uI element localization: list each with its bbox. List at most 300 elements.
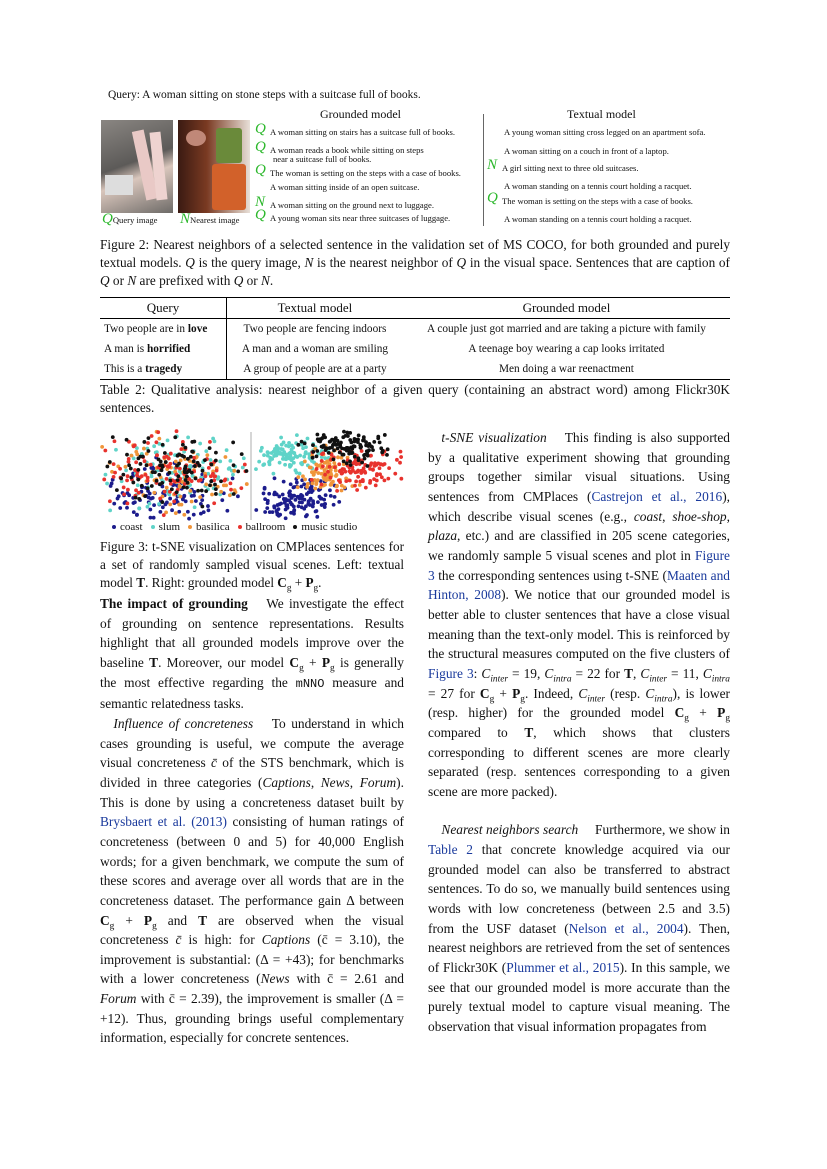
grounded-header: Grounded model: [320, 107, 401, 121]
scatter-point-music-studio: [155, 479, 159, 483]
scatter-point-basilica: [157, 437, 161, 441]
scatter-point-music-studio: [208, 446, 212, 450]
scatter-point-ballroom: [368, 481, 372, 485]
text-span: is the nearest neighbor of: [313, 255, 457, 270]
grounded-cell: A teenage boy wearing a cap looks irritated: [468, 343, 665, 355]
scatter-point-music-studio: [197, 464, 201, 468]
scatter-point-coast: [304, 504, 308, 508]
citation-link[interactable]: Nelson et al., 2004: [568, 920, 684, 936]
scatter-point-coast: [310, 485, 314, 489]
scatter-point-music-studio: [347, 452, 351, 456]
scatter-point-slum: [166, 438, 170, 442]
scatter-point-slum: [231, 473, 235, 477]
scatter-point-basilica: [358, 483, 362, 487]
scatter-point-ballroom: [113, 439, 117, 443]
text-span: ,: [662, 508, 673, 524]
text-span: N: [127, 273, 137, 288]
scatter-point-ballroom: [326, 470, 330, 474]
text-span: is the query image,: [194, 255, 305, 270]
citation-link[interactable]: Maaten and Hinton, 2008: [428, 567, 730, 603]
scatter-point-ballroom: [127, 460, 131, 464]
scatter-point-ballroom: [375, 474, 379, 478]
scatter-point-music-studio: [319, 438, 323, 442]
table-row: [100, 359, 730, 380]
scatter-point-ballroom: [329, 476, 333, 480]
scatter-point-basilica: [301, 474, 305, 478]
scatter-point-ballroom: [356, 475, 360, 479]
scatter-point-music-studio: [158, 482, 162, 486]
scatter-point-music-studio: [131, 481, 135, 485]
scatter-point-ballroom: [379, 462, 383, 466]
scatter-point-ballroom: [395, 458, 399, 462]
scatter-point-ballroom: [355, 462, 359, 466]
scatter-point-basilica: [182, 513, 186, 517]
scatter-point-music-studio: [345, 449, 349, 453]
citation-link[interactable]: Figure 3: [428, 547, 730, 583]
scatter-point-coast: [263, 510, 267, 514]
scatter-point-music-studio: [176, 478, 180, 482]
scatter-point-slum: [254, 467, 258, 471]
scatter-point-coast: [275, 509, 279, 513]
scatter-point-coast: [207, 508, 211, 512]
text-span: inter: [649, 674, 668, 685]
scatter-point-ballroom: [355, 488, 359, 492]
scatter-point-music-studio: [176, 474, 180, 478]
text-span: N: [261, 273, 270, 288]
text-span: or: [109, 273, 128, 288]
scatter-point-slum: [287, 445, 291, 449]
scatter-point-coast: [187, 517, 191, 521]
scatter-point-coast: [152, 503, 156, 507]
scatter-point-slum: [242, 456, 246, 460]
legend-dot-icon: [293, 525, 297, 529]
scatter-point-music-studio: [346, 434, 350, 438]
nearest-image-label: NNearest image: [180, 211, 240, 227]
legend-dot-icon: [238, 525, 242, 529]
scatter-point-coast: [193, 490, 197, 494]
figure2-divider: [483, 114, 484, 226]
scatter-point-coast: [300, 485, 304, 489]
citation-link[interactable]: Castrejon et al., 2016: [591, 488, 723, 504]
scatter-point-basilica: [343, 486, 347, 490]
text-span: compared to: [428, 724, 525, 740]
scatter-point-music-studio: [111, 435, 115, 439]
n-mark: N: [487, 157, 498, 173]
scatter-point-coast: [287, 498, 291, 502]
scatter-point-coast: [329, 494, 333, 498]
scatter-point-basilica: [316, 471, 320, 475]
text-span: .: [318, 575, 322, 590]
q-mark: Q: [255, 139, 266, 155]
scatter-point-coast: [297, 496, 301, 500]
text-span: . Right: grounded model: [145, 575, 278, 590]
scatter-point-music-studio: [163, 451, 167, 455]
scatter-point-music-studio: [372, 440, 376, 444]
scatter-point-music-studio: [361, 439, 365, 443]
scatter-point-ballroom: [169, 482, 173, 486]
scatter-point-basilica: [316, 478, 320, 482]
text-span: , which shows that clusters corresponding to different scenes are more clearly separated (resp. sentences corresponding to a given scene are more packed).: [428, 724, 730, 799]
scatter-point-ballroom: [399, 450, 403, 454]
scatter-point-slum: [283, 463, 287, 467]
scatter-point-coast: [158, 510, 162, 514]
scatter-point-ballroom: [321, 451, 325, 455]
scatter-point-music-studio: [194, 477, 198, 481]
abstract-word: tragedy: [145, 363, 183, 375]
scatter-point-music-studio: [191, 450, 195, 454]
scatter-point-ballroom: [179, 447, 183, 451]
text-span: +: [114, 912, 144, 928]
text-span: Captions: [262, 774, 311, 790]
scatter-point-coast: [231, 477, 235, 481]
scatter-point-slum: [285, 456, 289, 460]
scatter-point-music-studio: [345, 461, 349, 465]
scatter-point-ballroom: [243, 463, 247, 467]
scatter-point-coast: [177, 510, 181, 514]
legend-dot-icon: [151, 525, 155, 529]
figure3-legend: [112, 521, 365, 533]
neighbor-sentence: A woman standing on a tennis court holding a racquet.: [504, 181, 692, 191]
scatter-point-slum: [108, 508, 112, 512]
text-span: News: [320, 774, 350, 790]
text-span: g: [489, 694, 495, 705]
scatter-point-ballroom: [229, 481, 233, 485]
scatter-point-coast: [112, 502, 116, 506]
scatter-point-slum: [262, 453, 266, 457]
text-span: (resp.: [604, 685, 646, 701]
scatter-point-coast: [254, 508, 258, 512]
text-span: g: [299, 663, 304, 674]
scatter-point-music-studio: [121, 473, 125, 477]
scatter-point-coast: [278, 502, 282, 506]
text-span: C: [645, 685, 655, 701]
scatter-point-basilica: [174, 460, 178, 464]
scatter-point-ballroom: [374, 483, 378, 487]
scatter-point-music-studio: [145, 463, 149, 467]
scatter-point-ballroom: [386, 477, 390, 481]
scatter-point-slum: [104, 473, 108, 477]
scatter-point-slum: [304, 452, 308, 456]
scatter-point-coast: [262, 492, 266, 496]
text-span: t-SNE visualization: [428, 430, 547, 445]
scatter-point-ballroom: [380, 475, 384, 479]
scatter-point-slum: [292, 461, 296, 465]
scatter-point-music-studio: [371, 448, 375, 452]
scatter-point-music-studio: [214, 492, 218, 496]
scatter-point-coast: [303, 498, 307, 502]
scatter-point-music-studio: [147, 436, 151, 440]
scatter-point-ballroom: [229, 488, 233, 492]
scatter-point-music-studio: [185, 475, 189, 479]
scatter-point-coast: [149, 466, 153, 470]
scatter-point-coast: [168, 497, 172, 501]
scatter-point-music-studio: [378, 441, 382, 445]
scatter-point-slum: [257, 460, 261, 464]
scatter-point-basilica: [152, 491, 156, 495]
text-span: . Moreover, our model: [158, 654, 290, 670]
citation-link[interactable]: Figure 3: [428, 665, 474, 681]
scatter-point-music-studio: [213, 483, 217, 487]
scatter-point-slum: [225, 448, 229, 452]
scatter-point-slum: [280, 443, 284, 447]
scatter-point-music-studio: [359, 446, 363, 450]
text-span: Table 2: Qualitative analysis: nearest neighbor of a given query (containing an abstract word) among Flickr30K sentences.: [100, 382, 730, 415]
scatter-point-ballroom: [112, 462, 116, 466]
text-span: C: [544, 665, 554, 681]
scatter-point-ballroom: [369, 454, 373, 458]
scatter-point-coast: [337, 500, 341, 504]
scatter-point-coast: [308, 503, 312, 507]
scatter-point-basilica: [332, 461, 336, 465]
paragraph: [428, 820, 730, 1036]
scatter-point-music-studio: [184, 465, 188, 469]
scatter-point-music-studio: [181, 443, 185, 447]
text-span: ,: [726, 508, 730, 524]
legend-item: [188, 521, 230, 533]
scatter-point-ballroom: [328, 465, 332, 469]
scatter-point-coast: [263, 497, 267, 501]
scatter-point-music-studio: [136, 468, 140, 472]
scatter-point-slum: [213, 439, 217, 443]
scatter-point-coast: [311, 502, 315, 506]
scatter-point-music-studio: [315, 433, 319, 437]
scatter-point-ballroom: [387, 466, 391, 470]
query-text: Two people are in: [104, 323, 188, 335]
scatter-point-basilica: [165, 486, 169, 490]
scatter-point-ballroom: [122, 493, 126, 497]
paragraph: [100, 594, 404, 714]
scatter-point-coast: [116, 497, 120, 501]
legend-label: coast: [120, 521, 143, 533]
scatter-point-coast: [220, 498, 224, 502]
text-span: To understand in which cases grounding is useful, we compute the average visual concreteness: [100, 715, 405, 771]
text-span: measure and semantic relatedness tasks.: [100, 674, 404, 712]
scatter-point-music-studio: [119, 476, 123, 480]
scatter-point-music-studio: [376, 435, 380, 439]
text-span: intra: [654, 694, 673, 705]
scatter-point-basilica: [179, 495, 183, 499]
scatter-point-ballroom: [165, 455, 169, 459]
n-mark: N: [255, 194, 266, 210]
scatter-point-slum: [288, 463, 292, 467]
scatter-point-music-studio: [348, 460, 352, 464]
scatter-point-coast: [268, 510, 272, 514]
scatter-point-slum: [272, 472, 276, 476]
text-span: Q: [185, 255, 195, 270]
text-span: = 11,: [667, 665, 703, 681]
scatter-point-music-studio: [311, 456, 315, 460]
scatter-point-basilica: [340, 489, 344, 493]
citation-link[interactable]: Plummer et al., 2015: [506, 960, 620, 976]
scatter-point-coast: [165, 501, 169, 505]
figure3-caption: [100, 538, 404, 592]
scatter-point-coast: [299, 493, 303, 497]
text-span: g: [520, 694, 525, 705]
text-span: Forum: [359, 774, 397, 790]
scatter-point-music-studio: [204, 489, 208, 493]
scatter-point-ballroom: [143, 459, 147, 463]
scatter-point-music-studio: [164, 460, 168, 464]
scatter-point-music-studio: [140, 484, 144, 488]
scatter-point-basilica: [189, 489, 193, 493]
scatter-point-music-studio: [311, 450, 315, 454]
scatter-point-coast: [315, 515, 319, 519]
scatter-point-music-studio: [296, 443, 300, 447]
scatter-point-coast: [110, 482, 114, 486]
text-span: Q: [456, 255, 467, 270]
text-span: C: [289, 654, 300, 670]
scatter-point-basilica: [323, 468, 327, 472]
text-span: Figure 2: Nearest neighbors of a selected sentence in the validation set of MS COCO, for both grounded and purely textual models.: [100, 237, 730, 270]
legend-label: basilica: [196, 521, 230, 533]
scatter-point-basilica: [320, 472, 324, 476]
scatter-point-music-studio: [214, 459, 218, 463]
text-span: .: [269, 273, 274, 288]
scatter-point-ballroom: [399, 477, 403, 481]
scatter-point-basilica: [334, 474, 338, 478]
scatter-point-music-studio: [185, 486, 189, 490]
scatter-point-basilica: [198, 495, 202, 499]
scatter-point-coast: [273, 476, 277, 480]
scatter-point-slum: [323, 456, 327, 460]
citation-link[interactable]: Brysbaert et al. (2013): [100, 814, 227, 830]
legend-label: music studio: [301, 521, 358, 533]
scatter-point-coast: [275, 513, 279, 517]
scatter-point-slum: [275, 447, 279, 451]
scatter-point-music-studio: [160, 468, 164, 472]
table-header-query: Query: [100, 298, 227, 319]
scatter-point-music-studio: [143, 494, 147, 498]
q-mark: Q: [255, 121, 266, 137]
scatter-point-ballroom: [207, 466, 211, 470]
text-span: News: [260, 971, 290, 987]
scatter-point-ballroom: [342, 467, 346, 471]
scatter-point-basilica: [174, 511, 178, 515]
text-span: ). We notice that our grounded model is better able to cluster sentences that have a close visual meaning than the text-only model. This is reinforced by the structural measures computed on the five clusters of: [428, 587, 730, 662]
scatter-point-coast: [151, 496, 155, 500]
scatter-point-ballroom: [146, 441, 150, 445]
scatter-point-basilica: [308, 465, 312, 469]
scatter-point-ballroom: [320, 483, 324, 487]
scatter-point-ballroom: [118, 467, 122, 471]
neighbor-sentence: A woman reads a book while sitting on steps: [270, 145, 424, 155]
scatter-point-ballroom: [156, 430, 160, 434]
scatter-point-music-studio: [200, 505, 204, 509]
scatter-point-ballroom: [192, 456, 196, 460]
scatter-point-basilica: [305, 485, 309, 489]
scatter-point-coast: [319, 497, 323, 501]
neighbor-sentence: A woman sitting on the ground next to luggage.: [270, 200, 434, 210]
scatter-point-music-studio: [186, 457, 190, 461]
scatter-point-slum: [288, 451, 292, 455]
neighbor-sentence: A woman standing on a tennis court holding a racquet.: [504, 214, 692, 224]
text-span: the corresponding sentences using t-SNE (: [434, 567, 667, 583]
scatter-point-music-studio: [240, 452, 244, 456]
text-span: c̄: [211, 755, 217, 771]
scatter-point-ballroom: [155, 454, 159, 458]
scatter-point-music-studio: [348, 431, 352, 435]
query-text: A man is: [104, 343, 147, 355]
q-mark: Q: [487, 190, 498, 206]
scatter-point-music-studio: [173, 435, 177, 439]
scatter-point-basilica: [322, 477, 326, 481]
scatter-point-basilica: [124, 465, 128, 469]
scatter-point-ballroom: [360, 449, 364, 453]
scatter-point-ballroom: [215, 469, 219, 473]
scatter-point-ballroom: [211, 472, 215, 476]
scatter-point-coast: [148, 508, 152, 512]
scatter-point-coast: [289, 511, 293, 515]
scatter-point-music-studio: [125, 453, 129, 457]
scatter-point-music-studio: [231, 441, 235, 445]
scatter-point-basilica: [313, 487, 317, 491]
scatter-point-music-studio: [160, 500, 164, 504]
text-span: C: [578, 685, 588, 701]
scatter-point-coast: [273, 506, 277, 510]
legend-item: [293, 521, 357, 533]
scatter-point-ballroom: [149, 463, 153, 467]
scatter-point-ballroom: [146, 479, 150, 483]
scatter-point-ballroom: [154, 440, 158, 444]
n-mark: N: [180, 211, 191, 227]
text-span: C: [479, 685, 490, 701]
paragraph: [100, 714, 404, 1048]
scatter-point-coast: [118, 506, 122, 510]
text-span: . Indeed,: [524, 685, 579, 701]
scatter-point-ballroom: [108, 499, 112, 503]
scatter-point-coast: [292, 485, 296, 489]
scatter-point-music-studio: [357, 458, 361, 462]
scatter-point-music-studio: [168, 479, 172, 483]
citation-link[interactable]: Table 2: [428, 842, 473, 858]
scatter-point-slum: [204, 449, 208, 453]
scatter-point-ballroom: [356, 469, 360, 473]
scatter-point-coast: [135, 513, 139, 517]
text-span: Influence of concreteness: [100, 715, 254, 731]
query-image-label: QQuery image: [102, 211, 158, 227]
scatter-point-slum: [146, 505, 150, 509]
abstract-word: love: [187, 323, 208, 335]
scatter-point-music-studio: [232, 463, 236, 467]
query-cell: [100, 339, 227, 359]
scatter-point-music-studio: [379, 446, 383, 450]
text-span: g: [330, 663, 335, 674]
scatter-point-music-studio: [232, 492, 236, 496]
scatter-point-music-studio: [157, 458, 161, 462]
scatter-point-music-studio: [182, 455, 186, 459]
scatter-point-music-studio: [210, 463, 214, 467]
text-span: ,: [310, 774, 321, 790]
tsne-plots: [100, 428, 404, 522]
scatter-point-ballroom: [321, 464, 325, 468]
text-span: Figure 3: t-SNE visualization on CMPlaces sentences for a set of randomly sampled visual scenes. Left: textual model: [100, 539, 404, 590]
text-span: g: [725, 713, 730, 724]
table-header-grounded: Grounded model: [522, 300, 611, 315]
scatter-point-ballroom: [134, 460, 138, 464]
scatter-point-slum: [278, 461, 282, 465]
legend-label: ballroom: [245, 521, 286, 533]
scatter-point-ballroom: [125, 478, 129, 482]
scatter-point-music-studio: [129, 467, 133, 471]
scatter-point-ballroom: [112, 475, 116, 479]
scatter-point-ballroom: [337, 462, 341, 466]
scatter-point-music-studio: [129, 476, 133, 480]
text-span: +: [688, 705, 718, 721]
scatter-point-music-studio: [105, 465, 109, 469]
scatter-point-coast: [132, 501, 136, 505]
scatter-point-ballroom: [398, 461, 402, 465]
scatter-point-ballroom: [348, 479, 352, 483]
